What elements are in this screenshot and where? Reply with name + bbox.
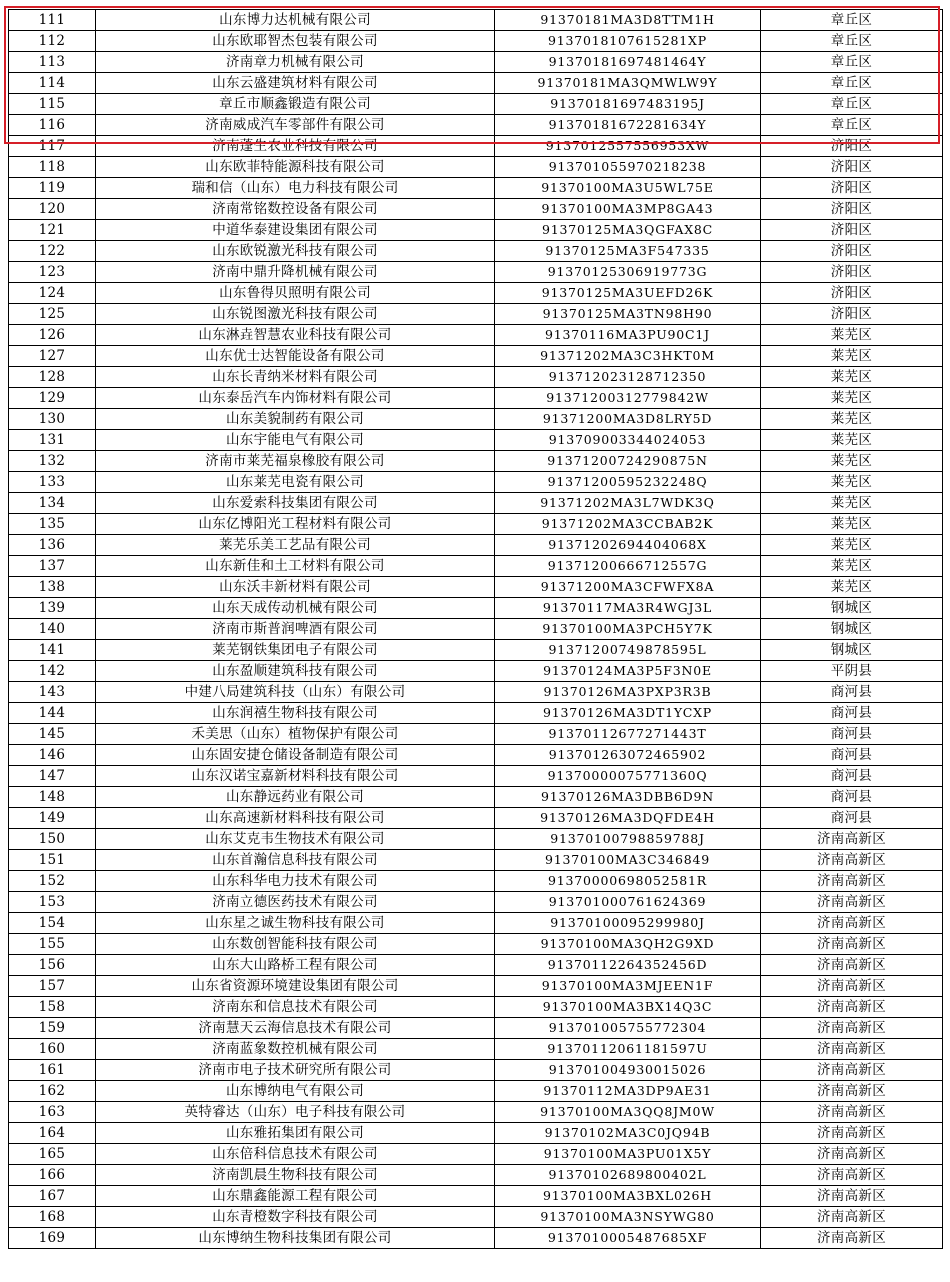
row-number-cell: 132 bbox=[9, 451, 96, 472]
row-number-cell: 129 bbox=[9, 388, 96, 409]
credit-code-cell: 91370100MA3U5WL75E bbox=[495, 178, 761, 199]
company-name-cell: 山东星之诚生物科技有限公司 bbox=[96, 913, 495, 934]
company-name-cell: 山东青橙数字科技有限公司 bbox=[96, 1207, 495, 1228]
credit-code-cell: 91370125MA3QGFAX8C bbox=[495, 220, 761, 241]
district-cell: 章丘区 bbox=[761, 73, 943, 94]
company-name-cell: 济南威成汽车零部件有限公司 bbox=[96, 115, 495, 136]
credit-code-cell: 91370102689800402L bbox=[495, 1165, 761, 1186]
credit-code-cell: 91370112677271443T bbox=[495, 724, 761, 745]
district-cell: 商河县 bbox=[761, 703, 943, 724]
company-name-cell: 山东锐图激光科技有限公司 bbox=[96, 304, 495, 325]
table-row bbox=[9, 871, 943, 892]
table-row bbox=[9, 850, 943, 871]
credit-code-cell: 9137012557556953XW bbox=[495, 136, 761, 157]
district-cell: 莱芜区 bbox=[761, 577, 943, 598]
credit-code-cell: 91370102MA3C0JQ94B bbox=[495, 1123, 761, 1144]
district-cell: 济阳区 bbox=[761, 262, 943, 283]
credit-code-cell: 91370181672281634Y bbox=[495, 115, 761, 136]
table-row bbox=[9, 1207, 943, 1228]
credit-code-cell: 913701263072465902 bbox=[495, 745, 761, 766]
district-cell: 莱芜区 bbox=[761, 367, 943, 388]
credit-code-cell: 91371200724290875N bbox=[495, 451, 761, 472]
district-cell: 济南高新区 bbox=[761, 1186, 943, 1207]
district-cell: 济南高新区 bbox=[761, 1102, 943, 1123]
table-row bbox=[9, 997, 943, 1018]
row-number-cell: 130 bbox=[9, 409, 96, 430]
row-number-cell: 116 bbox=[9, 115, 96, 136]
table-row bbox=[9, 325, 943, 346]
row-number-cell: 149 bbox=[9, 808, 96, 829]
credit-code-cell: 91371202MA3CCBAB2K bbox=[495, 514, 761, 535]
company-name-cell: 济南立德医药技术有限公司 bbox=[96, 892, 495, 913]
company-name-cell: 山东爱索科技集团有限公司 bbox=[96, 493, 495, 514]
credit-code-cell: 913701005755772304 bbox=[495, 1018, 761, 1039]
row-number-cell: 164 bbox=[9, 1123, 96, 1144]
district-cell: 济南高新区 bbox=[761, 1165, 943, 1186]
district-cell: 济南高新区 bbox=[761, 1123, 943, 1144]
table-row bbox=[9, 157, 943, 178]
district-cell: 济南高新区 bbox=[761, 871, 943, 892]
district-cell: 济南高新区 bbox=[761, 1018, 943, 1039]
district-cell: 章丘区 bbox=[761, 115, 943, 136]
credit-code-cell: 91370181697481464Y bbox=[495, 52, 761, 73]
table-row bbox=[9, 220, 943, 241]
company-name-cell: 济南蓬生农业科技有限公司 bbox=[96, 136, 495, 157]
row-number-cell: 163 bbox=[9, 1102, 96, 1123]
row-number-cell: 121 bbox=[9, 220, 96, 241]
district-cell: 钢城区 bbox=[761, 619, 943, 640]
table-row bbox=[9, 10, 943, 31]
credit-code-cell: 91370100MA3BXL026H bbox=[495, 1186, 761, 1207]
credit-code-cell: 91370100MA3NSYWG80 bbox=[495, 1207, 761, 1228]
credit-code-cell: 91370112264352456D bbox=[495, 955, 761, 976]
table-row bbox=[9, 1102, 943, 1123]
table-row bbox=[9, 1186, 943, 1207]
credit-code-cell: 913712023128712350 bbox=[495, 367, 761, 388]
row-number-cell: 168 bbox=[9, 1207, 96, 1228]
row-number-cell: 136 bbox=[9, 535, 96, 556]
company-name-cell: 山东高速新材料科技有限公司 bbox=[96, 808, 495, 829]
table-row bbox=[9, 451, 943, 472]
company-name-cell: 济南中鼎升降机械有限公司 bbox=[96, 262, 495, 283]
district-cell: 济南高新区 bbox=[761, 934, 943, 955]
company-name-cell: 山东宇能电气有限公司 bbox=[96, 430, 495, 451]
table-row bbox=[9, 94, 943, 115]
credit-code-cell: 91370100MA3MJEEN1F bbox=[495, 976, 761, 997]
credit-code-cell: 91370000698052581R bbox=[495, 871, 761, 892]
company-name-cell: 济南常铭数控设备有限公司 bbox=[96, 199, 495, 220]
credit-code-cell: 913709003344024053 bbox=[495, 430, 761, 451]
company-name-cell: 山东鲁得贝照明有限公司 bbox=[96, 283, 495, 304]
company-name-cell: 中道华泰建设集团有限公司 bbox=[96, 220, 495, 241]
credit-code-cell: 91370181MA3D8TTM1H bbox=[495, 10, 761, 31]
table-row bbox=[9, 31, 943, 52]
table-row bbox=[9, 766, 943, 787]
row-number-cell: 134 bbox=[9, 493, 96, 514]
table-row bbox=[9, 52, 943, 73]
row-number-cell: 119 bbox=[9, 178, 96, 199]
company-name-cell: 济南蓝象数控机械有限公司 bbox=[96, 1039, 495, 1060]
credit-code-cell: 9137018107615281XP bbox=[495, 31, 761, 52]
company-name-cell: 山东博力达机械有限公司 bbox=[96, 10, 495, 31]
company-name-cell: 山东汉诺宝嘉新材料科技有限公司 bbox=[96, 766, 495, 787]
table-row bbox=[9, 745, 943, 766]
district-cell: 济南高新区 bbox=[761, 913, 943, 934]
company-name-cell: 济南凯晨生物科技有限公司 bbox=[96, 1165, 495, 1186]
table-row bbox=[9, 1039, 943, 1060]
table-row bbox=[9, 1165, 943, 1186]
company-name-cell: 山东沃丰新材料有限公司 bbox=[96, 577, 495, 598]
company-name-cell: 山东博纳电气有限公司 bbox=[96, 1081, 495, 1102]
district-cell: 莱芜区 bbox=[761, 472, 943, 493]
district-cell: 济南高新区 bbox=[761, 892, 943, 913]
credit-code-cell: 91370100MA3PU01X5Y bbox=[495, 1144, 761, 1165]
credit-code-cell: 9137010005487685XF bbox=[495, 1228, 761, 1249]
table-row bbox=[9, 346, 943, 367]
row-number-cell: 138 bbox=[9, 577, 96, 598]
district-cell: 济南高新区 bbox=[761, 1228, 943, 1249]
table-row bbox=[9, 640, 943, 661]
district-cell: 商河县 bbox=[761, 766, 943, 787]
credit-code-cell: 91370181MA3QMWLW9Y bbox=[495, 73, 761, 94]
company-name-cell: 山东美貌制药有限公司 bbox=[96, 409, 495, 430]
credit-code-cell: 91371200666712557G bbox=[495, 556, 761, 577]
row-number-cell: 118 bbox=[9, 157, 96, 178]
district-cell: 济南高新区 bbox=[761, 1039, 943, 1060]
credit-code-cell: 91370112061181597U bbox=[495, 1039, 761, 1060]
table-row bbox=[9, 556, 943, 577]
district-cell: 莱芜区 bbox=[761, 430, 943, 451]
credit-code-cell: 91370125MA3UEFD26K bbox=[495, 283, 761, 304]
district-cell: 济阳区 bbox=[761, 283, 943, 304]
row-number-cell: 151 bbox=[9, 850, 96, 871]
district-cell: 莱芜区 bbox=[761, 325, 943, 346]
table-row bbox=[9, 682, 943, 703]
company-name-cell: 莱芜乐美工艺品有限公司 bbox=[96, 535, 495, 556]
row-number-cell: 126 bbox=[9, 325, 96, 346]
company-name-cell: 济南章力机械有限公司 bbox=[96, 52, 495, 73]
row-number-cell: 124 bbox=[9, 283, 96, 304]
credit-code-cell: 91371200312779842W bbox=[495, 388, 761, 409]
row-number-cell: 125 bbox=[9, 304, 96, 325]
row-number-cell: 157 bbox=[9, 976, 96, 997]
row-number-cell: 114 bbox=[9, 73, 96, 94]
credit-code-cell: 91370100MA3PCH5Y7K bbox=[495, 619, 761, 640]
row-number-cell: 133 bbox=[9, 472, 96, 493]
table-row bbox=[9, 178, 943, 199]
table-row bbox=[9, 388, 943, 409]
company-name-cell: 山东科华电力技术有限公司 bbox=[96, 871, 495, 892]
credit-code-cell: 91370117MA3R4WGJ3L bbox=[495, 598, 761, 619]
company-name-cell: 山东鼎鑫能源工程有限公司 bbox=[96, 1186, 495, 1207]
table-row bbox=[9, 703, 943, 724]
row-number-cell: 131 bbox=[9, 430, 96, 451]
company-name-cell: 山东盈顺建筑科技有限公司 bbox=[96, 661, 495, 682]
row-number-cell: 142 bbox=[9, 661, 96, 682]
district-cell: 商河县 bbox=[761, 682, 943, 703]
table-row bbox=[9, 241, 943, 262]
district-cell: 莱芜区 bbox=[761, 409, 943, 430]
credit-code-cell: 913701055970218238 bbox=[495, 157, 761, 178]
company-name-cell: 山东新佳和土工材料有限公司 bbox=[96, 556, 495, 577]
credit-code-cell: 91371200749878595L bbox=[495, 640, 761, 661]
company-name-cell: 济南市斯普润啤酒有限公司 bbox=[96, 619, 495, 640]
credit-code-cell: 91370112MA3DP9AE31 bbox=[495, 1081, 761, 1102]
table-row bbox=[9, 934, 943, 955]
credit-code-cell: 91371200MA3D8LRY5D bbox=[495, 409, 761, 430]
district-cell: 济南高新区 bbox=[761, 829, 943, 850]
row-number-cell: 148 bbox=[9, 787, 96, 808]
credit-code-cell: 91370126MA3DQFDE4H bbox=[495, 808, 761, 829]
company-name-cell: 山东首瀚信息科技有限公司 bbox=[96, 850, 495, 871]
row-number-cell: 135 bbox=[9, 514, 96, 535]
table-row bbox=[9, 367, 943, 388]
district-cell: 商河县 bbox=[761, 745, 943, 766]
district-cell: 济南高新区 bbox=[761, 1060, 943, 1081]
table-row bbox=[9, 262, 943, 283]
table-row bbox=[9, 892, 943, 913]
company-name-cell: 山东润禧生物科技有限公司 bbox=[96, 703, 495, 724]
company-name-cell: 山东淋垚智慧农业科技有限公司 bbox=[96, 325, 495, 346]
table-row bbox=[9, 829, 943, 850]
table-row bbox=[9, 535, 943, 556]
table-row bbox=[9, 808, 943, 829]
row-number-cell: 143 bbox=[9, 682, 96, 703]
district-cell: 济南高新区 bbox=[761, 1207, 943, 1228]
table-row bbox=[9, 199, 943, 220]
row-number-cell: 123 bbox=[9, 262, 96, 283]
row-number-cell: 112 bbox=[9, 31, 96, 52]
district-cell: 济南高新区 bbox=[761, 976, 943, 997]
row-number-cell: 159 bbox=[9, 1018, 96, 1039]
district-cell: 莱芜区 bbox=[761, 346, 943, 367]
row-number-cell: 169 bbox=[9, 1228, 96, 1249]
company-name-cell: 山东省资源环境建设集团有限公司 bbox=[96, 976, 495, 997]
credit-code-cell: 91370181697483195J bbox=[495, 94, 761, 115]
district-cell: 钢城区 bbox=[761, 640, 943, 661]
company-name-cell: 山东天成传动机械有限公司 bbox=[96, 598, 495, 619]
row-number-cell: 111 bbox=[9, 10, 96, 31]
table-row bbox=[9, 73, 943, 94]
company-name-cell: 山东博纳生物科技集团有限公司 bbox=[96, 1228, 495, 1249]
company-name-cell: 济南市莱芜福泉橡胶有限公司 bbox=[96, 451, 495, 472]
table-row bbox=[9, 913, 943, 934]
table-row bbox=[9, 493, 943, 514]
table-row bbox=[9, 1228, 943, 1249]
table-row bbox=[9, 1060, 943, 1081]
company-name-cell: 济南慧天云海信息技术有限公司 bbox=[96, 1018, 495, 1039]
company-name-cell: 山东大山路桥工程有限公司 bbox=[96, 955, 495, 976]
table-row bbox=[9, 115, 943, 136]
credit-code-cell: 91371202MA3L7WDK3Q bbox=[495, 493, 761, 514]
credit-code-cell: 91371202694404068X bbox=[495, 535, 761, 556]
company-name-cell: 山东倍科信息技术有限公司 bbox=[96, 1144, 495, 1165]
company-name-cell: 瑞和信（山东）电力科技有限公司 bbox=[96, 178, 495, 199]
row-number-cell: 145 bbox=[9, 724, 96, 745]
row-number-cell: 128 bbox=[9, 367, 96, 388]
credit-code-cell: 91371202MA3C3HKT0M bbox=[495, 346, 761, 367]
district-cell: 济阳区 bbox=[761, 199, 943, 220]
table-row bbox=[9, 577, 943, 598]
company-name-cell: 山东欧锐激光科技有限公司 bbox=[96, 241, 495, 262]
table-row bbox=[9, 430, 943, 451]
row-number-cell: 122 bbox=[9, 241, 96, 262]
district-cell: 济阳区 bbox=[761, 178, 943, 199]
company-name-cell: 山东泰岳汽车内饰材料有限公司 bbox=[96, 388, 495, 409]
company-name-cell: 禾美思（山东）植物保护有限公司 bbox=[96, 724, 495, 745]
table-row bbox=[9, 955, 943, 976]
credit-code-cell: 91370100MA3BX14Q3C bbox=[495, 997, 761, 1018]
credit-code-cell: 91370126MA3DBB6D9N bbox=[495, 787, 761, 808]
district-cell: 莱芜区 bbox=[761, 388, 943, 409]
district-cell: 济阳区 bbox=[761, 241, 943, 262]
row-number-cell: 166 bbox=[9, 1165, 96, 1186]
table-row bbox=[9, 661, 943, 682]
district-cell: 济阳区 bbox=[761, 304, 943, 325]
row-number-cell: 160 bbox=[9, 1039, 96, 1060]
company-name-cell: 山东长青纳米材料有限公司 bbox=[96, 367, 495, 388]
credit-code-cell: 91370100798859788J bbox=[495, 829, 761, 850]
table-row bbox=[9, 472, 943, 493]
row-number-cell: 153 bbox=[9, 892, 96, 913]
table-row bbox=[9, 136, 943, 157]
table-row bbox=[9, 787, 943, 808]
company-name-cell: 济南东和信息技术有限公司 bbox=[96, 997, 495, 1018]
company-name-cell: 山东静远药业有限公司 bbox=[96, 787, 495, 808]
credit-code-cell: 91370125306919773G bbox=[495, 262, 761, 283]
district-cell: 济阳区 bbox=[761, 220, 943, 241]
credit-code-cell: 91371200MA3CFWFX8A bbox=[495, 577, 761, 598]
row-number-cell: 158 bbox=[9, 997, 96, 1018]
district-cell: 济阳区 bbox=[761, 136, 943, 157]
district-cell: 莱芜区 bbox=[761, 493, 943, 514]
row-number-cell: 120 bbox=[9, 199, 96, 220]
district-cell: 济南高新区 bbox=[761, 1081, 943, 1102]
table-row bbox=[9, 409, 943, 430]
row-number-cell: 147 bbox=[9, 766, 96, 787]
district-cell: 章丘区 bbox=[761, 10, 943, 31]
district-cell: 商河县 bbox=[761, 724, 943, 745]
row-number-cell: 167 bbox=[9, 1186, 96, 1207]
district-cell: 商河县 bbox=[761, 808, 943, 829]
credit-code-cell: 91370125MA3F547335 bbox=[495, 241, 761, 262]
row-number-cell: 156 bbox=[9, 955, 96, 976]
company-table bbox=[8, 9, 943, 1249]
district-cell: 莱芜区 bbox=[761, 514, 943, 535]
company-list-sheet bbox=[8, 9, 942, 1249]
company-name-cell: 山东欧耶智杰包装有限公司 bbox=[96, 31, 495, 52]
row-number-cell: 146 bbox=[9, 745, 96, 766]
district-cell: 章丘区 bbox=[761, 31, 943, 52]
table-row bbox=[9, 1144, 943, 1165]
table-row bbox=[9, 1081, 943, 1102]
company-name-cell: 山东雅拓集团有限公司 bbox=[96, 1123, 495, 1144]
row-number-cell: 152 bbox=[9, 871, 96, 892]
row-number-cell: 144 bbox=[9, 703, 96, 724]
row-number-cell: 115 bbox=[9, 94, 96, 115]
district-cell: 济南高新区 bbox=[761, 850, 943, 871]
row-number-cell: 161 bbox=[9, 1060, 96, 1081]
company-name-cell: 章丘市顺鑫锻造有限公司 bbox=[96, 94, 495, 115]
company-name-cell: 山东亿博阳光工程材料有限公司 bbox=[96, 514, 495, 535]
credit-code-cell: 91370125MA3TN98H90 bbox=[495, 304, 761, 325]
row-number-cell: 165 bbox=[9, 1144, 96, 1165]
credit-code-cell: 91370000075771360Q bbox=[495, 766, 761, 787]
table-row bbox=[9, 304, 943, 325]
credit-code-cell: 913701004930015026 bbox=[495, 1060, 761, 1081]
credit-code-cell: 91370124MA3P5F3N0E bbox=[495, 661, 761, 682]
row-number-cell: 141 bbox=[9, 640, 96, 661]
credit-code-cell: 913701000761624369 bbox=[495, 892, 761, 913]
district-cell: 莱芜区 bbox=[761, 535, 943, 556]
company-table-body bbox=[9, 10, 943, 1249]
company-name-cell: 山东艾克韦生物技术有限公司 bbox=[96, 829, 495, 850]
company-name-cell: 中建八局建筑科技（山东）有限公司 bbox=[96, 682, 495, 703]
row-number-cell: 162 bbox=[9, 1081, 96, 1102]
district-cell: 平阴县 bbox=[761, 661, 943, 682]
company-name-cell: 山东莱芜电瓷有限公司 bbox=[96, 472, 495, 493]
company-name-cell: 山东数创智能科技有限公司 bbox=[96, 934, 495, 955]
table-row bbox=[9, 514, 943, 535]
company-name-cell: 山东云盛建筑材料有限公司 bbox=[96, 73, 495, 94]
credit-code-cell: 91370126MA3PXP3R3B bbox=[495, 682, 761, 703]
company-name-cell: 英特睿达（山东）电子科技有限公司 bbox=[96, 1102, 495, 1123]
credit-code-cell: 91370100MA3MP8GA43 bbox=[495, 199, 761, 220]
credit-code-cell: 91371200595232248Q bbox=[495, 472, 761, 493]
table-row bbox=[9, 598, 943, 619]
table-row bbox=[9, 724, 943, 745]
district-cell: 济南高新区 bbox=[761, 955, 943, 976]
district-cell: 济阳区 bbox=[761, 157, 943, 178]
credit-code-cell: 91370116MA3PU90C1J bbox=[495, 325, 761, 346]
table-row bbox=[9, 283, 943, 304]
credit-code-cell: 91370100095299980J bbox=[495, 913, 761, 934]
district-cell: 商河县 bbox=[761, 787, 943, 808]
credit-code-cell: 91370100MA3QQ8JM0W bbox=[495, 1102, 761, 1123]
credit-code-cell: 91370100MA3QH2G9XD bbox=[495, 934, 761, 955]
table-row bbox=[9, 1018, 943, 1039]
row-number-cell: 155 bbox=[9, 934, 96, 955]
district-cell: 钢城区 bbox=[761, 598, 943, 619]
district-cell: 济南高新区 bbox=[761, 997, 943, 1018]
row-number-cell: 117 bbox=[9, 136, 96, 157]
company-name-cell: 济南市电子技术研究所有限公司 bbox=[96, 1060, 495, 1081]
company-name-cell: 莱芜钢铁集团电子有限公司 bbox=[96, 640, 495, 661]
credit-code-cell: 91370126MA3DT1YCXP bbox=[495, 703, 761, 724]
district-cell: 莱芜区 bbox=[761, 451, 943, 472]
row-number-cell: 139 bbox=[9, 598, 96, 619]
table-row bbox=[9, 619, 943, 640]
row-number-cell: 113 bbox=[9, 52, 96, 73]
company-name-cell: 山东欧菲特能源科技有限公司 bbox=[96, 157, 495, 178]
row-number-cell: 140 bbox=[9, 619, 96, 640]
table-row bbox=[9, 1123, 943, 1144]
district-cell: 章丘区 bbox=[761, 52, 943, 73]
district-cell: 章丘区 bbox=[761, 94, 943, 115]
company-name-cell: 山东优士达智能设备有限公司 bbox=[96, 346, 495, 367]
company-name-cell: 山东固安捷仓储设备制造有限公司 bbox=[96, 745, 495, 766]
row-number-cell: 137 bbox=[9, 556, 96, 577]
row-number-cell: 150 bbox=[9, 829, 96, 850]
district-cell: 济南高新区 bbox=[761, 1144, 943, 1165]
credit-code-cell: 91370100MA3C346849 bbox=[495, 850, 761, 871]
table-row bbox=[9, 976, 943, 997]
district-cell: 莱芜区 bbox=[761, 556, 943, 577]
row-number-cell: 154 bbox=[9, 913, 96, 934]
row-number-cell: 127 bbox=[9, 346, 96, 367]
